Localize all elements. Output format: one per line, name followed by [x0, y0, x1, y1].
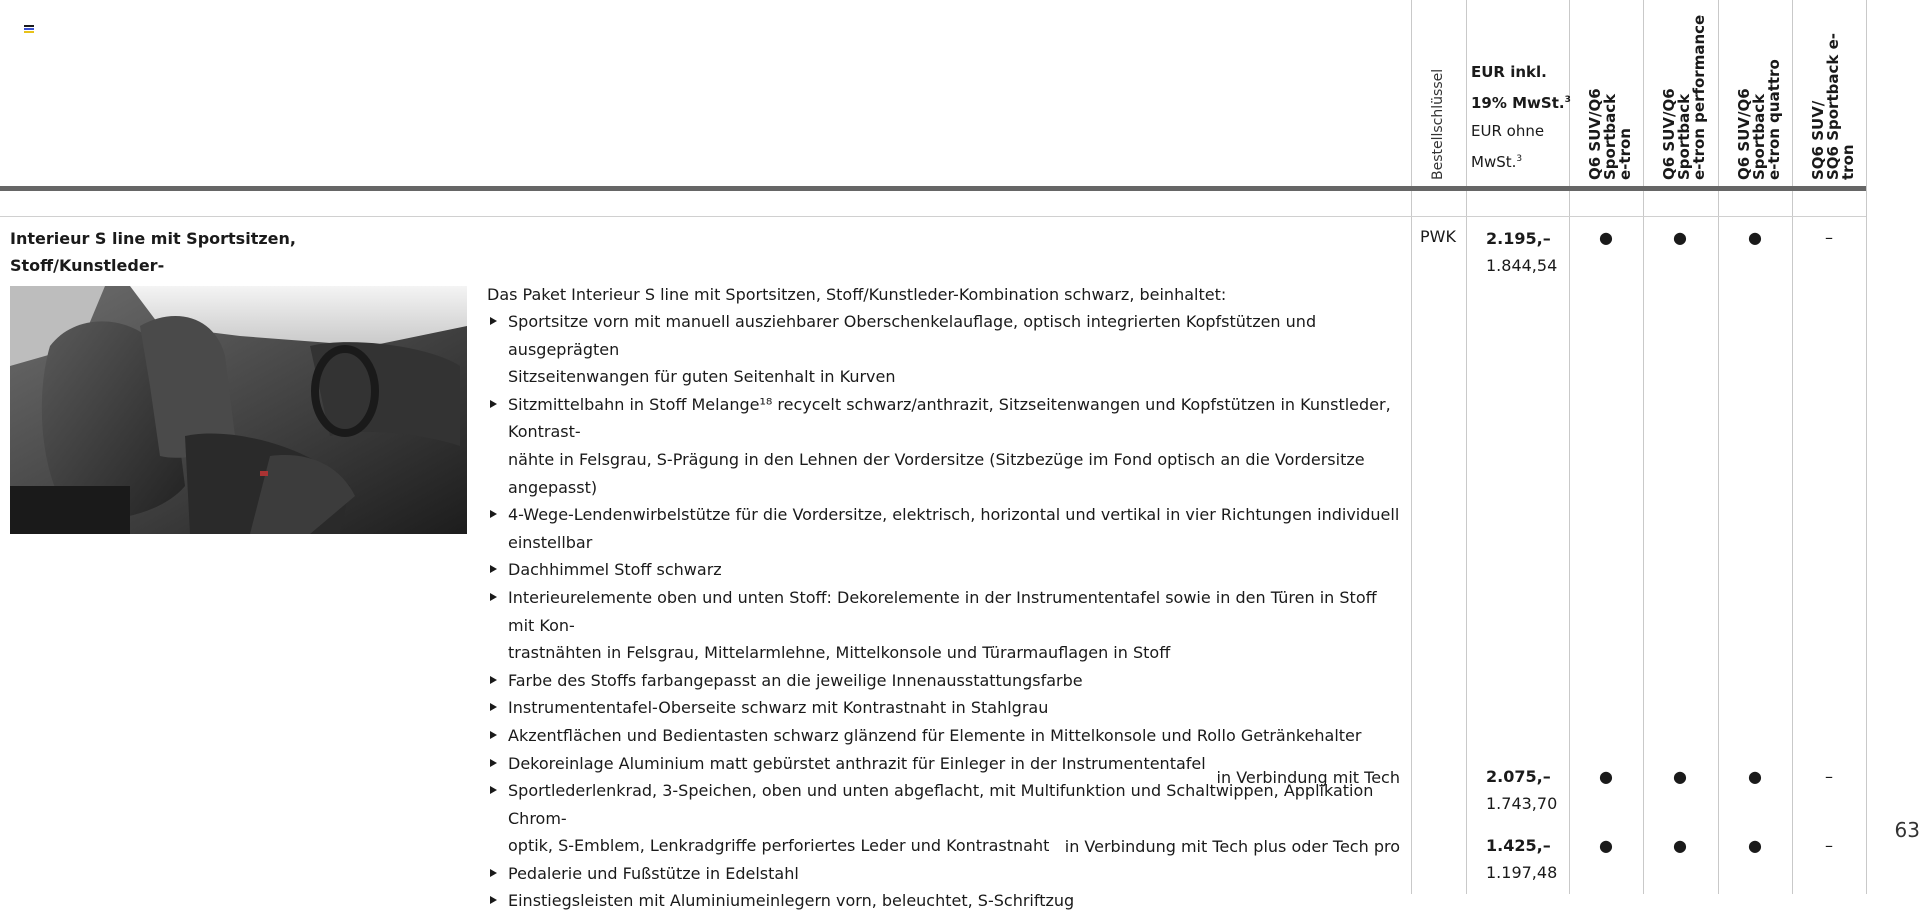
header-divider [0, 186, 1866, 191]
availability-mark: – [1825, 228, 1833, 247]
bullet-icon [490, 400, 497, 408]
bullet-icon [490, 759, 497, 767]
bullet-icon [490, 731, 497, 739]
list-item: Farbe des Stoffs farbangepasst an die jeweilige Innenausstattungsfarbe [487, 667, 1407, 695]
availability-mark: ● [1673, 836, 1687, 855]
list-item: Einstiegsleisten mit Aluminiumeinlegern vorn, beleuchtet, S-Schriftzug [487, 887, 1407, 915]
availability-mark: ● [1599, 767, 1613, 786]
bullet-icon [490, 896, 497, 904]
price-cell: 2.195,– 1.844,54 [1486, 229, 1558, 275]
price-excl-vat-label: MwSt. [1471, 153, 1517, 171]
footnote-ref: 3 [1564, 95, 1571, 105]
availability-mark: ● [1748, 767, 1762, 786]
availability-mark: ● [1673, 767, 1687, 786]
bullet-icon [490, 565, 497, 573]
price-cell: 2.075,– 1.743,70 [1486, 767, 1558, 813]
price-header [1471, 58, 1571, 176]
col-divider [1643, 0, 1644, 894]
availability-mark: – [1825, 767, 1833, 786]
bullet-icon [490, 676, 497, 684]
price-cell: 1.425,– 1.197,48 [1486, 836, 1558, 882]
condition-label: in Verbindung mit Tech [1216, 768, 1400, 787]
col-divider [1466, 0, 1467, 894]
model-header-q6: Q6 SUV/Q6 Sportback e-tron [1586, 88, 1634, 180]
col-divider [1866, 0, 1867, 894]
price-incl-label: EUR inkl. [1471, 63, 1547, 81]
availability-mark: ● [1673, 228, 1687, 247]
list-item: Instrumententafel-Oberseite schwarz mit Kontrastnaht in Stahlgrau [487, 694, 1407, 722]
order-key-header: Bestellschlüssel [1430, 68, 1446, 180]
price-excl-label: EUR ohne [1471, 122, 1545, 140]
price-incl-vat-label: 19% MwSt. [1471, 94, 1565, 112]
list-item: Interieurelemente oben und unten Stoff: Dekorelemente in der Instrumententafel sowie in den Türen in Stoff mit Kon- trastnähten in Felsgrau, Mittelarmlehne, Mittelkonsole und Türarmauflagen in Stoff [487, 584, 1407, 667]
bullet-icon [490, 869, 497, 877]
list-item: Pedalerie und Fußstütze in Edelstahl [487, 860, 1407, 888]
list-item: Sportsitze vorn mit manuell ausziehbarer Oberschenkelauflage, optisch integrierten Kopfstützen und ausgeprägten Sitzseitenwangen für guten Seitenhalt in Kurven [487, 308, 1407, 391]
list-item: Sportlederlenkrad, 3-Speichen, oben und unten abgeflacht, mit Multifunktion und Schaltwippen, Applikation Chrom- optik, S-Emblem, Lenkradgriffe perforiertes Leder und Kontrastnaht [487, 777, 1407, 860]
bullet-icon [490, 786, 497, 794]
availability-mark: ● [1599, 228, 1613, 247]
bullet-icon [490, 703, 497, 711]
availability-mark: ● [1748, 228, 1762, 247]
option-title: Interieur S line mit Sportsitzen, Stoff/Kunstleder- [10, 229, 296, 275]
bullet-icon [490, 317, 497, 325]
row-divider [0, 216, 1866, 217]
list-item: Dekoreinlage Aluminium matt gebürstet anthrazit für Einleger in der Instrumententafel [487, 750, 1407, 778]
availability-mark: – [1825, 836, 1833, 855]
availability-mark: ● [1748, 836, 1762, 855]
order-code: PWK [1420, 227, 1456, 246]
feature-list [487, 308, 1407, 915]
list-item: 4-Wege-Lendenwirbelstütze für die Vordersitze, elektrisch, horizontal und vertikal in vier Richtungen individuell einstellbar [487, 501, 1407, 556]
footnote-ref: 3 [1516, 154, 1523, 164]
page-number: 63 [1894, 818, 1920, 842]
condition-label: in Verbindung mit Tech plus oder Tech pro [1064, 837, 1400, 856]
interior-photo [10, 286, 467, 534]
list-item: Sitzmittelbahn in Stoff Melange¹⁸ recycelt schwarz/anthrazit, Sitzseitenwangen und Kopfstützen in Kunstleder, Kontrast- nähte in Felsgrau, S-Prägung in den Lehnen der Vordersitze (Sitzbezüge im Fond optisch an die Vordersitze angepasst) [487, 391, 1407, 501]
col-divider [1792, 0, 1793, 894]
model-header-sq6: SQ6 SUV/ SQ6 Sportback e-tron [1809, 33, 1857, 180]
col-divider [1718, 0, 1719, 894]
list-item: Dachhimmel Stoff schwarz [487, 556, 1407, 584]
bullet-icon [490, 510, 497, 518]
availability-mark: ● [1599, 836, 1613, 855]
model-header-q6-quattro: Q6 SUV/Q6 Sportback e-tron quattro [1735, 59, 1783, 180]
bullet-icon [490, 593, 497, 601]
list-item: Akzentflächen und Bedientasten schwarz glänzend für Elemente in Mittelkonsole und Rollo Getränkehalter [487, 722, 1407, 750]
col-divider [1411, 0, 1412, 894]
model-header-q6-performance: Q6 SUV/Q6 Sportback e-tron performance [1660, 14, 1708, 180]
flag-icon [24, 25, 34, 33]
option-intro: Das Paket Interieur S line mit Sportsitzen, Stoff/Kunstleder-Kombination schwarz, beinhaltet: [487, 285, 1227, 304]
